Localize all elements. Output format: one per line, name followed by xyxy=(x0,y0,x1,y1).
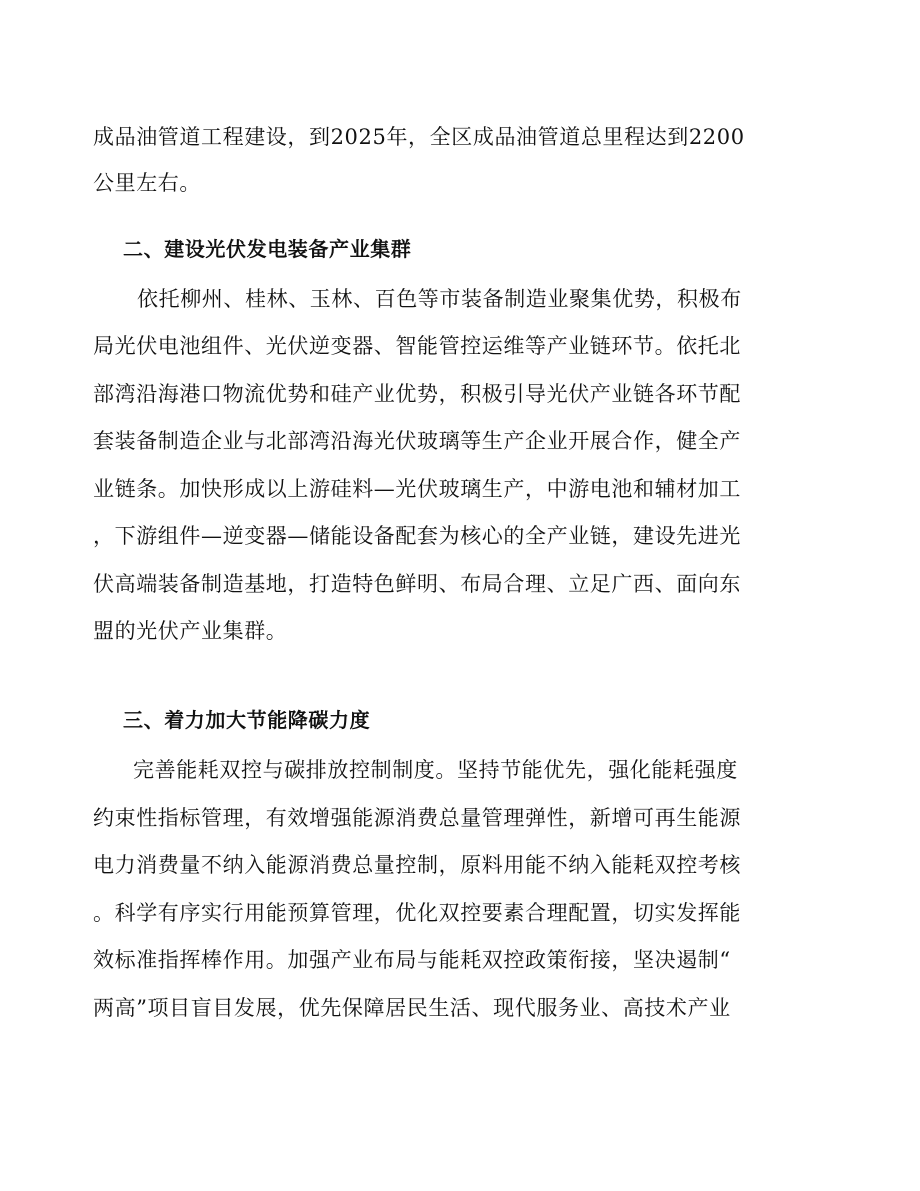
section-heading: 二、建设光伏发电装备产业集群 xyxy=(123,237,412,261)
paragraph-line: 依托柳州、桂林、玉林、百色等市装备制造业聚集优势，积极布 xyxy=(137,287,742,311)
paragraph-line: 套装备制造企业与北部湾沿海光伏玻璃等生产企业开展合作，健全产 xyxy=(93,429,741,453)
paragraph-line: 成品油管道工程建设，到2025年，全区成品油管道总里程达到2200 xyxy=(93,125,745,149)
paragraph-line: 伏高端装备制造基地，打造特色鲜明、布局合理、立足广西、面向东 xyxy=(93,572,741,596)
paragraph-line: 局光伏电池组件、光伏逆变器、智能管控运维等产业链环节。依托北 xyxy=(93,334,741,358)
paragraph-line: 完善能耗双控与碳排放控制制度。坚持节能优先，强化能耗强度 xyxy=(133,758,738,782)
paragraph-line: 约束性指标管理，有效增强能源消费总量管理弹性，新增可再生能源 xyxy=(93,806,741,830)
paragraph-line: ，下游组件—逆变器—储能设备配套为核心的全产业链，建设先进光 xyxy=(93,524,741,548)
paragraph-line: 。科学有序实行用能预算管理，优化双控要素合理配置，切实发挥能 xyxy=(93,901,741,925)
paragraph-line: 效标准指挥棒作用。加强产业布局与能耗双控政策衔接，坚决遏制“ xyxy=(93,948,731,972)
section-heading: 三、着力加大节能降碳力度 xyxy=(123,708,371,732)
paragraph-line: 电力消费量不纳入能源消费总量控制，原料用能不纳入能耗双控考核 xyxy=(93,853,741,877)
paragraph-line: 公里左右。 xyxy=(93,171,201,195)
paragraph-line: 两高”项目盲目发展，优先保障居民生活、现代服务业、高技术产业 xyxy=(93,996,731,1020)
paragraph-line: 盟的光伏产业集群。 xyxy=(93,619,288,643)
paragraph-line: 业链条。加快形成以上游硅料—光伏玻璃生产，中游电池和辅材加工 xyxy=(93,477,741,501)
paragraph-line: 部湾沿海港口物流优势和硅产业优势，积极引导光伏产业链各环节配 xyxy=(93,382,741,406)
